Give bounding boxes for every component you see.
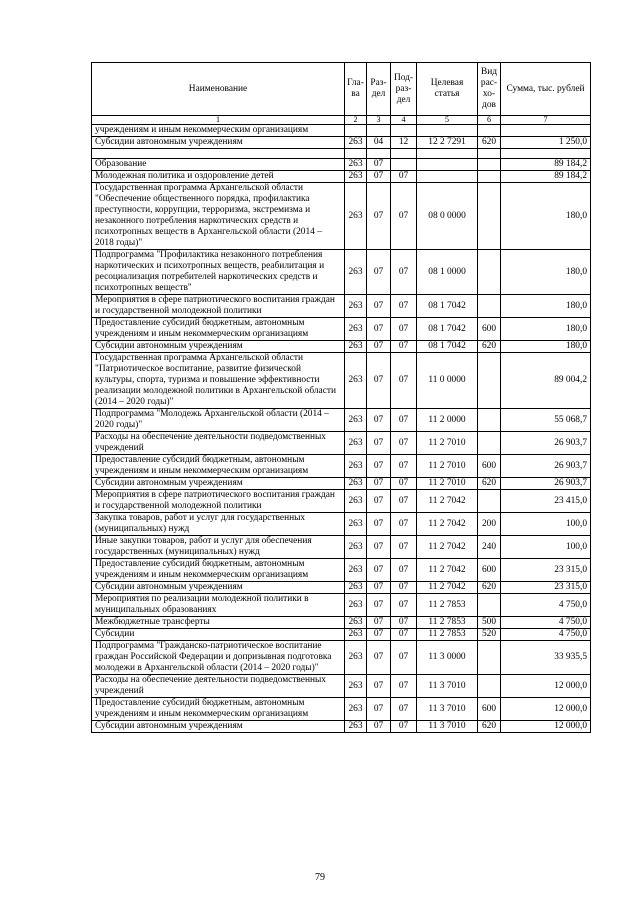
row-amount: 12 000,0: [501, 721, 591, 733]
row-target: [417, 171, 478, 183]
row-chapter: 263: [345, 432, 367, 455]
row-amount: 23 315,0: [501, 559, 591, 582]
row-name: Закупка товаров, работ и услуг для государственных (муниципальных) нужд: [92, 513, 345, 536]
row-name: Субсидии автономным учреждениям: [92, 341, 345, 353]
row-target: 08 1 7042: [417, 295, 478, 318]
row-type: 620: [478, 137, 501, 149]
row-subsection: 07: [391, 432, 417, 455]
row-section: 07: [367, 341, 391, 353]
row-type: [478, 183, 501, 250]
row-amount: 89 004,2: [501, 353, 591, 409]
row-amount: 4 750,0: [501, 594, 591, 617]
row-amount: 23 315,0: [501, 582, 591, 594]
row-amount: 89 184,2: [501, 171, 591, 183]
row-amount: 23 415,0: [501, 490, 591, 513]
table-row: [92, 698, 591, 721]
row-chapter: 263: [345, 594, 367, 617]
column-number-row: [92, 116, 591, 125]
row-target: [417, 149, 478, 159]
table-row: [92, 183, 591, 250]
row-name: Субсидии автономным учреждениям: [92, 582, 345, 594]
table-row: [92, 250, 591, 295]
row-subsection: 07: [391, 629, 417, 641]
row-name: Мероприятия в сфере патриотического воспитания граждан и государственной молодежной политики: [92, 490, 345, 513]
row-amount: [501, 125, 591, 137]
row-chapter: 263: [345, 478, 367, 490]
row-target: 11 3 7010: [417, 721, 478, 733]
row-name: учреждениям и иным некоммерческим организациям: [92, 125, 345, 137]
row-section: 07: [367, 353, 391, 409]
row-chapter: 263: [345, 341, 367, 353]
row-section: 07: [367, 629, 391, 641]
row-type: [478, 432, 501, 455]
row-section: 07: [367, 513, 391, 536]
row-section: 07: [367, 478, 391, 490]
row-section: 07: [367, 698, 391, 721]
table-row: [92, 582, 591, 594]
row-section: [367, 149, 391, 159]
row-target: 11 2 7042: [417, 536, 478, 559]
row-subsection: 07: [391, 318, 417, 341]
table-row: [92, 149, 591, 159]
row-name: [92, 149, 345, 159]
row-chapter: 263: [345, 295, 367, 318]
row-target: 11 2 0000: [417, 409, 478, 432]
row-target: 11 3 0000: [417, 641, 478, 675]
row-amount: 180,0: [501, 341, 591, 353]
row-section: 07: [367, 617, 391, 629]
row-subsection: 07: [391, 478, 417, 490]
row-chapter: 263: [345, 455, 367, 478]
row-type: 520: [478, 629, 501, 641]
table-row: [92, 125, 591, 137]
row-section: 07: [367, 409, 391, 432]
row-amount: 26 903,7: [501, 455, 591, 478]
row-amount: 55 068,7: [501, 409, 591, 432]
header-chapter: Гла-ва: [345, 63, 367, 116]
row-chapter: 263: [345, 250, 367, 295]
row-type: [478, 641, 501, 675]
row-target: 11 2 7042: [417, 559, 478, 582]
row-amount: 12 000,0: [501, 698, 591, 721]
row-type: [478, 594, 501, 617]
table-row: [92, 478, 591, 490]
row-subsection: 07: [391, 641, 417, 675]
row-section: 07: [367, 250, 391, 295]
row-type: [478, 125, 501, 137]
table-row: [92, 353, 591, 409]
row-subsection: [391, 125, 417, 137]
row-chapter: 263: [345, 353, 367, 409]
header-type: Вид рас-хо-дов: [478, 63, 501, 116]
row-target: 11 2 7853: [417, 629, 478, 641]
row-subsection: 07: [391, 559, 417, 582]
row-amount: 4 750,0: [501, 617, 591, 629]
row-subsection: 07: [391, 698, 417, 721]
row-section: 07: [367, 432, 391, 455]
table-row: [92, 171, 591, 183]
row-amount: 26 903,7: [501, 432, 591, 455]
header-name: Наименование: [92, 63, 345, 116]
table-row: [92, 455, 591, 478]
row-section: 07: [367, 559, 391, 582]
row-type: [478, 159, 501, 171]
row-subsection: 07: [391, 409, 417, 432]
table-row: [92, 675, 591, 698]
row-name: Расходы на обеспечение деятельности подведомственных учреждений: [92, 432, 345, 455]
row-name: Межбюджетные трансферты: [92, 617, 345, 629]
row-name: Подпрограмма "Профилактика незаконного потребления наркотических и психотропных веществ, реабилитация и ресоциализация потребителей наркотических средств и психотропных веществ": [92, 250, 345, 295]
row-name: Предоставление субсидий бюджетным, автономным учреждениям и иным некоммерческим организациям: [92, 318, 345, 341]
table-row: [92, 490, 591, 513]
table-row: [92, 341, 591, 353]
row-section: 07: [367, 490, 391, 513]
row-chapter: 263: [345, 318, 367, 341]
header-target: Целевая статья: [417, 63, 478, 116]
table-row: [92, 641, 591, 675]
row-type: [478, 171, 501, 183]
row-type: [478, 675, 501, 698]
row-amount: 33 935,5: [501, 641, 591, 675]
col-number: 1: [92, 116, 345, 125]
row-target: 11 2 7042: [417, 582, 478, 594]
row-chapter: 263: [345, 409, 367, 432]
row-subsection: 07: [391, 353, 417, 409]
row-subsection: 07: [391, 183, 417, 250]
row-amount: 4 750,0: [501, 629, 591, 641]
table-row: [92, 409, 591, 432]
row-type: [478, 250, 501, 295]
col-number: 2: [345, 116, 367, 125]
row-subsection: 07: [391, 513, 417, 536]
row-amount: 89 184,2: [501, 159, 591, 171]
col-number: 3: [367, 116, 391, 125]
col-number: 5: [417, 116, 478, 125]
row-chapter: [345, 125, 367, 137]
row-subsection: 07: [391, 617, 417, 629]
row-subsection: 07: [391, 490, 417, 513]
row-type: [478, 409, 501, 432]
row-subsection: 07: [391, 171, 417, 183]
row-type: 620: [478, 478, 501, 490]
row-chapter: 263: [345, 159, 367, 171]
row-type: 600: [478, 559, 501, 582]
row-chapter: 263: [345, 629, 367, 641]
row-amount: 180,0: [501, 183, 591, 250]
row-section: 07: [367, 159, 391, 171]
row-section: 07: [367, 675, 391, 698]
table-row: [92, 513, 591, 536]
row-name: Иные закупки товаров, работ и услуг для обеспечения государственных (муниципальных) нужд: [92, 536, 345, 559]
row-chapter: 263: [345, 137, 367, 149]
row-target: 11 2 7042: [417, 513, 478, 536]
row-section: 07: [367, 536, 391, 559]
row-target: 11 2 7010: [417, 455, 478, 478]
row-chapter: 263: [345, 582, 367, 594]
row-section: 07: [367, 641, 391, 675]
row-type: 200: [478, 513, 501, 536]
row-target: [417, 125, 478, 137]
row-subsection: 07: [391, 455, 417, 478]
budget-table: [91, 62, 591, 733]
table-row: [92, 432, 591, 455]
row-name: Подпрограмма "Молодежь Архангельской области (2014 – 2020 годы)": [92, 409, 345, 432]
row-target: 11 2 7853: [417, 594, 478, 617]
row-subsection: 07: [391, 341, 417, 353]
col-number: 4: [391, 116, 417, 125]
row-name: Образование: [92, 159, 345, 171]
row-subsection: 07: [391, 582, 417, 594]
row-name: Государственная программа Архангельской области "Обеспечение общественного порядка, профилактика преступности, коррупции, терроризма, экстремизма и незаконного потребления наркотических средств и психотропных веществ в Архангельской области (2014 – 2018 годы)": [92, 183, 345, 250]
row-chapter: 263: [345, 536, 367, 559]
row-target: 11 2 7042: [417, 490, 478, 513]
row-type: 240: [478, 536, 501, 559]
table-row: [92, 318, 591, 341]
row-subsection: 07: [391, 536, 417, 559]
header-row: [92, 63, 591, 116]
col-number: 7: [501, 116, 591, 125]
row-name: Субсидии автономным учреждениям: [92, 137, 345, 149]
row-subsection: [391, 149, 417, 159]
row-section: 07: [367, 295, 391, 318]
row-type: 620: [478, 721, 501, 733]
row-type: 600: [478, 698, 501, 721]
row-subsection: 07: [391, 295, 417, 318]
row-chapter: 263: [345, 617, 367, 629]
row-amount: 180,0: [501, 295, 591, 318]
row-subsection: 07: [391, 675, 417, 698]
row-amount: 180,0: [501, 318, 591, 341]
row-amount: 1 250,0: [501, 137, 591, 149]
row-target: [417, 159, 478, 171]
row-subsection: 07: [391, 250, 417, 295]
row-chapter: 263: [345, 698, 367, 721]
row-section: [367, 125, 391, 137]
page-number: 79: [315, 872, 325, 883]
row-subsection: [391, 159, 417, 171]
row-target: 11 0 0000: [417, 353, 478, 409]
table-row: [92, 721, 591, 733]
row-type: 500: [478, 617, 501, 629]
row-target: 11 2 7010: [417, 432, 478, 455]
row-name: Субсидии автономным учреждениям: [92, 478, 345, 490]
row-amount: 12 000,0: [501, 675, 591, 698]
row-section: 07: [367, 455, 391, 478]
row-chapter: 263: [345, 641, 367, 675]
row-type: [478, 490, 501, 513]
table-row: [92, 629, 591, 641]
row-target: 11 2 7853: [417, 617, 478, 629]
row-target: 11 3 7010: [417, 698, 478, 721]
row-name: Молодежная политика и оздоровление детей: [92, 171, 345, 183]
row-amount: 26 903,7: [501, 478, 591, 490]
row-type: [478, 295, 501, 318]
row-target: 12 2 7291: [417, 137, 478, 149]
col-number: 6: [478, 116, 501, 125]
row-chapter: 263: [345, 513, 367, 536]
table-row: [92, 295, 591, 318]
row-name: Мероприятия в сфере патриотического воспитания граждан и государственной молодежной политики: [92, 295, 345, 318]
row-section: 07: [367, 318, 391, 341]
row-section: 07: [367, 183, 391, 250]
row-type: 600: [478, 455, 501, 478]
table-row: [92, 536, 591, 559]
row-amount: 100,0: [501, 536, 591, 559]
row-section: 07: [367, 721, 391, 733]
row-section: 04: [367, 137, 391, 149]
row-chapter: [345, 149, 367, 159]
table-row: [92, 594, 591, 617]
row-amount: 100,0: [501, 513, 591, 536]
row-amount: 180,0: [501, 250, 591, 295]
row-target: 08 1 7042: [417, 318, 478, 341]
row-type: 600: [478, 318, 501, 341]
row-subsection: 07: [391, 721, 417, 733]
row-amount: [501, 149, 591, 159]
row-chapter: 263: [345, 490, 367, 513]
row-section: 07: [367, 171, 391, 183]
row-chapter: 263: [345, 183, 367, 250]
table-row: [92, 559, 591, 582]
header-subsection: Под-раз-дел: [391, 63, 417, 116]
header-amount: Сумма, тыс. рублей: [501, 63, 591, 116]
row-name: Субсидии: [92, 629, 345, 641]
row-type: 620: [478, 582, 501, 594]
table-body: [92, 125, 591, 733]
row-type: [478, 149, 501, 159]
row-name: Предоставление субсидий бюджетным, автономным учреждениям и иным некоммерческим организациям: [92, 559, 345, 582]
table-row: [92, 137, 591, 149]
table-row: [92, 159, 591, 171]
row-name: Государственная программа Архангельской области "Патриотическое воспитание, развитие физической культуры, спорта, туризма и повышение эффективности реализации молодежной политики в Архангельской области (2014 – 2020 годы)": [92, 353, 345, 409]
row-subsection: 07: [391, 594, 417, 617]
row-chapter: 263: [345, 721, 367, 733]
row-name: Мероприятия по реализации молодежной политики в муниципальных образованиях: [92, 594, 345, 617]
header-section: Раз-дел: [367, 63, 391, 116]
row-type: [478, 353, 501, 409]
row-section: 07: [367, 582, 391, 594]
row-target: 11 2 7010: [417, 478, 478, 490]
row-target: 08 1 7042: [417, 341, 478, 353]
row-name: Подпрограмма "Гражданско-патриотическое воспитание граждан Российской Федерации и допризывная подготовка молодежи в Архангельской области (2014 – 2020 годы)": [92, 641, 345, 675]
row-target: 11 3 7010: [417, 675, 478, 698]
row-section: 07: [367, 594, 391, 617]
table-row: [92, 617, 591, 629]
row-name: Субсидии автономным учреждениям: [92, 721, 345, 733]
row-chapter: 263: [345, 559, 367, 582]
row-target: 08 1 0000: [417, 250, 478, 295]
row-subsection: 12: [391, 137, 417, 149]
row-name: Предоставление субсидий бюджетным, автономным учреждениям и иным некоммерческим организациям: [92, 698, 345, 721]
row-name: Предоставление субсидий бюджетным, автономным учреждениям и иным некоммерческим организациям: [92, 455, 345, 478]
row-type: 620: [478, 341, 501, 353]
row-name: Расходы на обеспечение деятельности подведомственных учреждений: [92, 675, 345, 698]
row-chapter: 263: [345, 675, 367, 698]
row-target: 08 0 0000: [417, 183, 478, 250]
row-chapter: 263: [345, 171, 367, 183]
